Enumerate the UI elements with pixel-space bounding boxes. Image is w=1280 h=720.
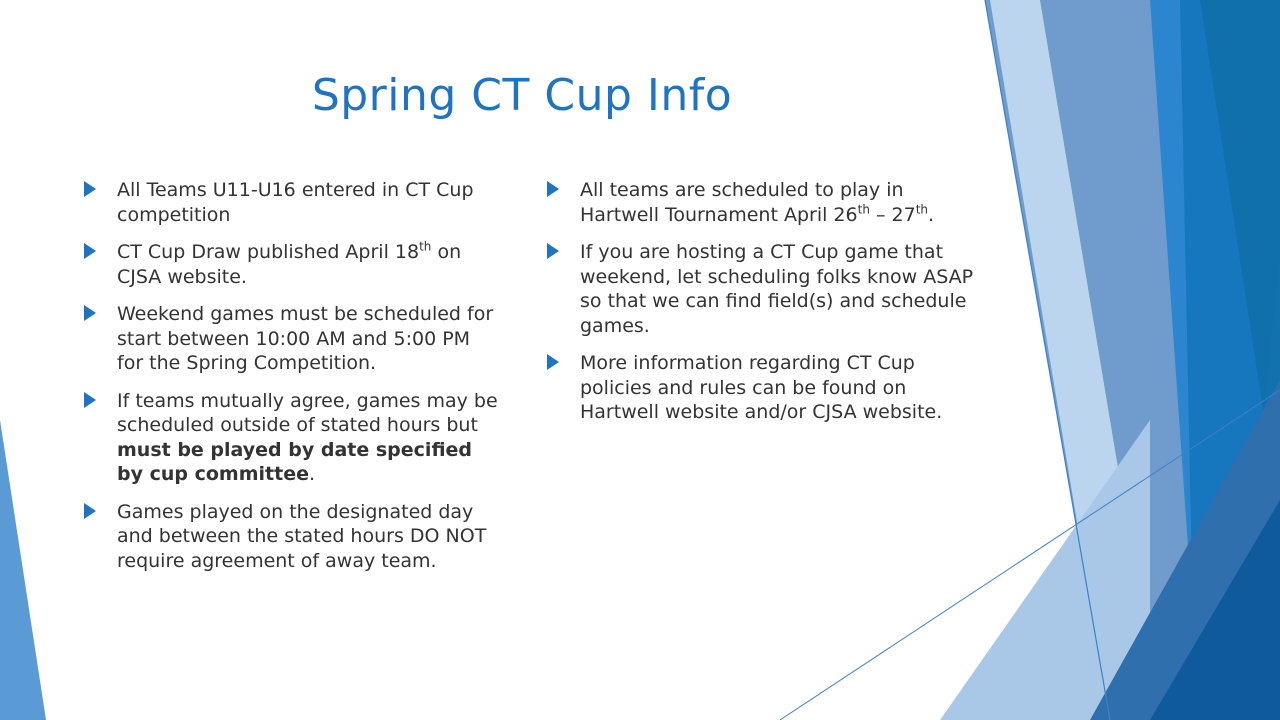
- list-item: [82, 302, 502, 376]
- bullet-text: Weekend games must be scheduled for start between 10:00 AM and 5:00 PM for the Spring Competition.: [117, 303, 494, 374]
- slide-title: Spring CT Cup Info: [311, 70, 733, 121]
- triangle-bullet-icon: [84, 392, 96, 408]
- bullet-text: All Teams U11-U16 entered in CT Cup competition: [117, 179, 474, 226]
- list-item: [545, 351, 975, 425]
- list-item: [545, 240, 975, 338]
- list-item: [82, 389, 502, 487]
- list-item: [82, 500, 502, 574]
- list-item: [82, 240, 502, 289]
- list-item: [82, 178, 502, 227]
- bullet-bold-text: must be played by date specified by cup committee: [117, 438, 473, 485]
- right-bullet-list: [545, 178, 975, 438]
- ordinal-suffix: th: [915, 202, 928, 217]
- triangle-bullet-icon: [84, 181, 96, 197]
- bullet-text: CT Cup Draw published April 18: [117, 241, 420, 263]
- bullet-text: on CJSA website.: [117, 241, 462, 288]
- triangle-bullet-icon: [547, 243, 559, 259]
- list-item: [545, 178, 975, 227]
- triangle-bullet-icon: [547, 354, 559, 370]
- bullet-text: .: [308, 463, 316, 485]
- left-bullet-list: [82, 178, 502, 586]
- triangle-bullet-icon: [547, 181, 559, 197]
- ordinal-suffix: th: [419, 239, 432, 254]
- ordinal-suffix: th: [857, 202, 870, 217]
- triangle-bullet-icon: [84, 243, 96, 259]
- left-accent-shape: [0, 420, 46, 720]
- bullet-text: – 27: [869, 203, 916, 226]
- triangle-bullet-icon: [84, 503, 96, 519]
- bullet-text: If you are hosting a CT Cup game that weekend, let scheduling folks know ASAP so that we can find field(s) and schedule games.: [580, 241, 974, 337]
- bullet-text: If teams mutually agree, games may be scheduled outside of stated hours but: [117, 389, 498, 436]
- bullet-text: Games played on the designated day and between the stated hours DO NOT require agreement of away team.: [117, 500, 487, 572]
- bullet-text: More information regarding CT Cup policies and rules can be found on Hartwell website and/or CJSA website.: [580, 352, 943, 423]
- triangle-bullet-icon: [84, 305, 96, 321]
- bullet-text: All teams are scheduled to play in Hartwell Tournament April 26: [580, 179, 904, 226]
- bullet-text: .: [928, 203, 935, 226]
